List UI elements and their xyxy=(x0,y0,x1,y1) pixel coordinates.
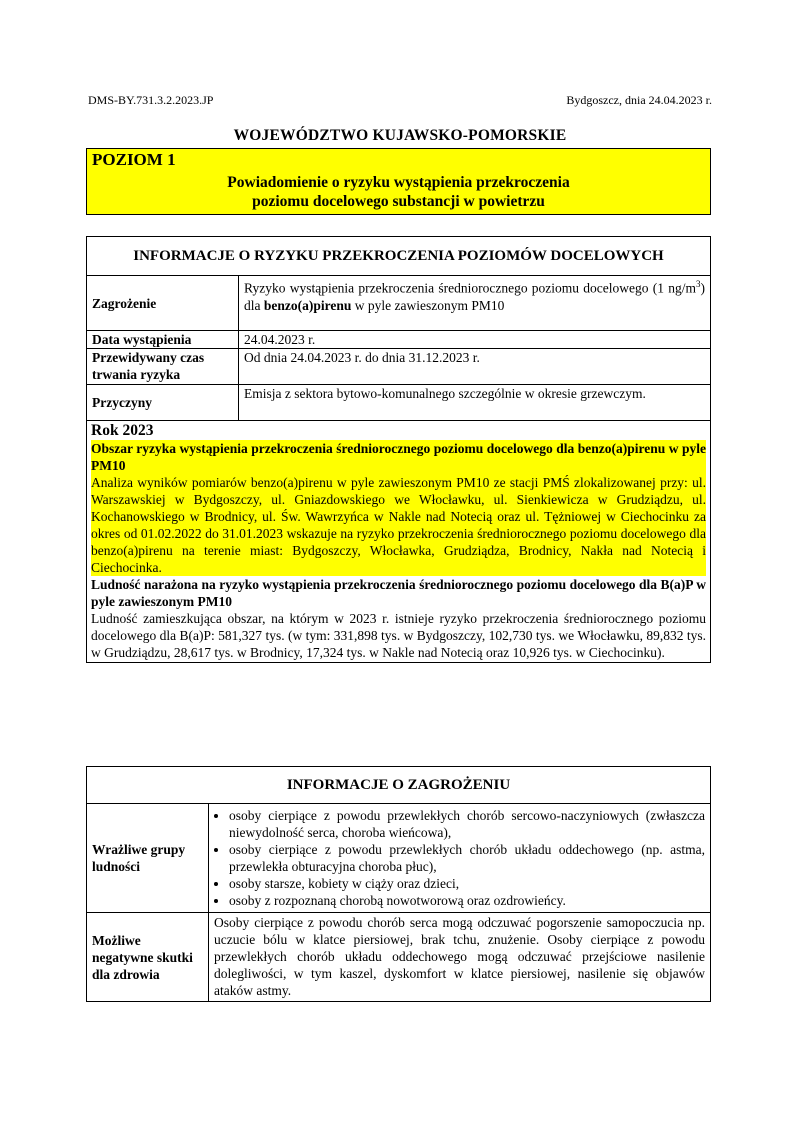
effects-text: Osoby cierpiące z powodu chorób serca mogą odczuwać pogorszenie samopoczucia np. uczucie bólu w klatce piersiowej, brak tchu, znużenie. Osoby cierpiące z powodu przewlekłych chorób układu oddechowego mogą odczuwać przejściowe nasilenie dolegliwości, w tym kaszel, dyskomfort w klatce piersiowej, nasilenie się objawów ataków astmy. xyxy=(209,913,711,1002)
year-cell xyxy=(87,421,711,663)
date-label: Data wystąpienia xyxy=(87,331,239,349)
level-title-line2: poziomu docelowego substancji w powietrzu xyxy=(252,193,545,210)
threat-info-table xyxy=(86,766,711,1002)
threat-value: Ryzyko wystąpienia przekroczenia średniorocznego poziomu docelowego (1 $ng/m^3$) dla benzo(a)pirenu w pyle zawieszonym PM10 xyxy=(239,276,711,331)
risk-section-title: INFORMACJE O RYZYKU PRZEKROCZENIA POZIOMÓW DOCELOWYCH xyxy=(87,237,711,276)
voivodeship-title: WOJEWÓDZTWO KUJAWSKO-POMORSKIE xyxy=(233,127,567,144)
causes-label: Przyczyny xyxy=(87,385,239,421)
group-item: • osoby starsze, kobiety w ciąży oraz dzieci, xyxy=(229,875,705,892)
duration-value: Od dnia 24.04.2023 r. do dnia 31.12.2023 r. xyxy=(239,349,711,385)
level-label: POZIOM 1 xyxy=(92,150,176,169)
population-text: Ludność zamieszkująca obszar, na którym w 2023 r. istnieje ryzyko przekroczenia średniorocznego poziomu docelowego dla B(a)P: 581,327 tys. (w tym: 331,898 tys. w Bydgoszczy, 102,730 tys. we Włocławku, 89,832 tys. w Grudziądzu, 28,617 tys. w Brodnicy, 17,324 tys. w Nakle nad Notecią oraz 10,926 tys. w Ciechocinku). xyxy=(91,611,706,660)
effects-label: Możliwe negatywne skutki dla zdrowia xyxy=(87,913,209,1002)
area-text: Analiza wyników pomiarów benzo(a)pirenu w pyle zawieszonym PM10 ze stacji PMŚ zlokalizowanej przy: ul. Warszawskiej w Bydgoszczy, ul. Gniazdowskiego we Włocławku, ul. Sienkiewicza w Grudziądzu, ul. Kochanowskiego w Brodnicy, ul. Św. Wawrzyńca w Nakle nad Notecią oraz ul. Tężniowej w Ciechocinku za okres od 01.02.2022 do 31.01.2023 wskazuje na ryzyko przekroczenia średniorocznego poziomu docelowego dla benzo(a)pirenu na terenie miast: Bydgoszczy, Włocławka, Grudziądza, Brodnicy, Nakła nad Notecią i Ciechocinka. xyxy=(91,475,706,575)
area-title: Obszar ryzyka wystąpienia przekroczenia średniorocznego poziomu docelowego dla benzo(a)pirenu w pyle PM10 xyxy=(91,441,706,473)
groups-list xyxy=(211,807,705,909)
date-value: 24.04.2023 r. xyxy=(239,331,711,349)
causes-value: Emisja z sektora bytowo-komunalnego szczególnie w okresie grzewczym. xyxy=(239,385,711,421)
place-date: Bydgoszcz, dnia 24.04.2023 r. xyxy=(566,93,712,107)
groups-list-cell xyxy=(209,804,711,913)
threat-label: Zagrożenie xyxy=(87,276,239,331)
year-label: Rok 2023 xyxy=(91,422,154,439)
risk-info-table xyxy=(86,236,711,663)
group-item: • osoby cierpiące z powodu przewlekłych chorób sercowo-naczyniowych (zwłaszcza niewydolność serca, choroba wieńcowa), xyxy=(229,807,705,841)
groups-label: Wrażliwe grupy ludności xyxy=(87,804,209,913)
level-title-line1: Powiadomienie o ryzyku wystąpienia przekroczenia xyxy=(227,174,570,191)
threat-section-title: INFORMACJE O ZAGROŻENIU xyxy=(87,767,711,804)
level-banner xyxy=(86,148,711,215)
duration-label: Przewidywany czas trwania ryzyka xyxy=(87,349,239,385)
reference-number: DMS-BY.731.3.2.2023.JP xyxy=(88,93,214,107)
group-item: • osoby z rozpoznaną chorobą nowotworową oraz ozdrowieńcy. xyxy=(229,892,705,909)
population-title: Ludność narażona na ryzyko wystąpienia przekroczenia średniorocznego poziomu docelowego dla B(a)P w pyle zawieszonym PM10 xyxy=(91,577,706,609)
group-item: • osoby cierpiące z powodu przewlekłych chorób układu oddechowego (np. astma, przewlekła obturacyjna choroba płuc), xyxy=(229,841,705,875)
